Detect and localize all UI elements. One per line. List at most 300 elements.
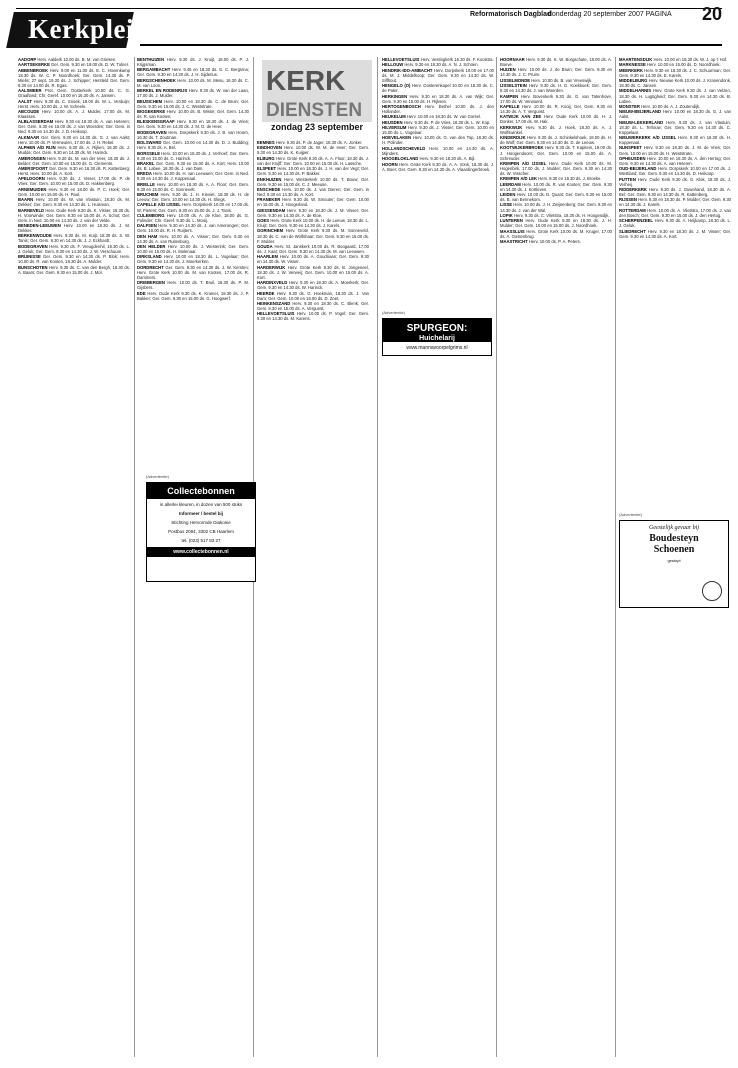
place-name: IJSSELSTEIN [500, 83, 527, 89]
place-name: GOES [257, 218, 270, 224]
listing-entry [619, 229, 731, 239]
listing-entry [619, 145, 731, 155]
column-divider [377, 57, 378, 1057]
listing-entry [18, 99, 130, 109]
listing-entry [500, 67, 612, 77]
boudesteyn-schoenen: Schoenen [653, 544, 695, 555]
place-name: DEN HELDER [137, 244, 166, 250]
service-details: Herv. 9.30 en 18.30 ds. J. M. Visser; Ger. Gem. 9.30 en 14.30 ds. A. de Kloe. [257, 207, 369, 218]
listing-entry [500, 229, 612, 239]
kerkdiensten-letters-graphic [262, 60, 372, 122]
listing-entry [137, 99, 249, 109]
place-name: IJSSELMONDE [500, 77, 531, 83]
place-name: AALSMEER [18, 88, 42, 94]
place-name: BENEDEN-LEEUWEN [18, 222, 61, 228]
column-divider [615, 57, 616, 1057]
service-details: Herv. 10.00 ds. P. Vogel; Ger. Gem. 9.30 en 14.30 ds. M. Karens. [257, 311, 369, 322]
service-details: Herv. 9.30 ds. J. H. Kieviet, 18.30 ds. H. de Leeuw; Ger. Gem. 10.00 en 14.30 ds. H. Slings. [137, 192, 249, 203]
advertentie-label: (Advertentie) [146, 474, 169, 479]
listing-entry [18, 197, 130, 207]
boudesteyn-ad[interactable] [619, 520, 729, 608]
service-details: Herv. 9.30 ds. J. Schinkelshoek, 18.00 ds. H. de Wolf; Ger. Gem. 9.30 en 14.30 ds. D. de Leeuw. [500, 135, 612, 146]
listing-entry [257, 177, 369, 187]
listing-entry [137, 244, 249, 254]
place-name: DRIEBERGEN [137, 280, 165, 286]
listing-entry [500, 104, 612, 114]
place-name: LEERDAM [500, 181, 521, 187]
service-details: Herv. 9.30 en 18.30 ds. A. van Heteren; Ger. Gem. 9.30 en 15.00 ds. J. van Woerden; Ger. Gem. in Ned. 9.30 en 14.30 ds. J. D. Heikoop. [18, 119, 130, 135]
listing-entry [619, 187, 731, 197]
listing-entry [137, 291, 249, 301]
listing-entry [137, 265, 249, 280]
place-name: DALFSEN [137, 223, 157, 229]
listing-entry [18, 119, 130, 134]
listing-entry [500, 239, 612, 244]
page-header [0, 0, 738, 52]
place-name: FRANEKER [257, 197, 281, 203]
place-name: NUNSPEET [619, 145, 642, 151]
service-details: Ger. Gem. 9.30 en 14.30 ds. J. W. Kersten; Herv. Grote Kerk 10.00 ds. M. van Kooten, 17.00 ds. R. Dammers. [137, 264, 249, 280]
place-name: BAARN [18, 197, 34, 203]
place-name: MAASSLUIS [500, 228, 525, 234]
listing-entry [18, 57, 130, 62]
advertentie-label: (Advertentie) [382, 310, 405, 315]
listing-entry [382, 156, 494, 161]
service-details: Herv. Oude Kerk 9.30 en 18.30 ds. J. H. Mulder; Ger. Gem. 10.00 en 15.00 ds. J. Noordhoek. [500, 218, 612, 229]
service-details: Herv. Grote Kerk 9.30 ds. M. Sonneveld, 18.30 ds. C. van de Wolfshaar; Ger. Gem. 9.30 en 15.00 ds. F. Mulder. [257, 228, 369, 244]
place-name: BODEGRAVEN [137, 129, 167, 135]
place-name: BARNEVELD [18, 207, 45, 213]
listing-column-5 [500, 57, 612, 1057]
place-name: LISSE [500, 202, 513, 208]
column-divider [496, 57, 497, 1057]
listing-entry [137, 280, 249, 290]
service-details: Herv. Bethel 10.00 ds. J. den Hollander. [382, 103, 494, 114]
service-details: Herv. 9.30 ds. J. van Vlastuin, 18.30 ds. L. Terlouw; Ger. Gem. 9.30 en 14.30 ds. C. Koppelaar. [619, 119, 731, 135]
diensten-word: DIENSTEN [266, 100, 363, 121]
kerk-word: KERK [266, 65, 346, 96]
service-details: Ger. Gem. 9.30 en 14.30 ds. G. J. van Aalst; Herv. 10.00 ds. P. Vermeulen, 17.00 ds. J. H. Rebel. [18, 134, 130, 145]
service-details: Herv. 9.30 ds. F. Vreugdenhil, 16.30 ds. L. J. Geluk; Ger. Gem. 9.30 en 14.30 ds. J. W. Verschuure. [18, 243, 130, 254]
listing-entry [619, 135, 731, 145]
collectebonnen-line: in allerlei kleuren, in dozen van 500 stuks [159, 502, 243, 507]
listing-entry [619, 208, 731, 218]
service-details: Herv. 9.30 en 18.00 ds. P. C. Hoek; Ger. Gem. 10.00 en 15.00 ds. H. Paul. [18, 186, 130, 197]
listing-entry [18, 176, 130, 186]
listing-entry [137, 182, 249, 192]
place-name: HARDINXVELD [257, 280, 288, 286]
service-date: zondag 23 september [270, 122, 364, 132]
place-name: AALST [18, 98, 32, 104]
listing-entry [619, 156, 731, 166]
place-name: NIEUW-LEKKERLAND [619, 119, 664, 125]
service-details: Herv. 10.00 en 18.30 ds. J. Verhoef; Ger. Gem. 9.30 en 15.00 ds. C. Harinck. [137, 150, 249, 161]
service-details: Herv. 9.30 ds. K. W. Borgschate, 18.00 ds. A. Boeve. [500, 57, 612, 68]
service-details: Herv. 10.00 ds. W. M. de Heer; Ger. Gem. 9.30 en 14.30 ds. K. Kuijper. [257, 145, 369, 156]
service-details: Herv. 9.30 en 18.30 ds. C. Blenk; Ger. Gem. 9.30 en 15.00 ds. A. Vergunst. [257, 300, 369, 311]
service-details: Herv. 9.30 ds. W. van der Laan, 17.00 ds. J. Mulder. [137, 88, 249, 99]
place-name: BERKENWOUDE [18, 233, 52, 239]
listing-entry [18, 145, 130, 155]
place-name: LOPIK [500, 212, 513, 218]
place-name: BERGAMBACHT [137, 67, 171, 73]
service-details: Herv. 10.00 ds. A. Vlietstra, 17.00 ds. J. van den Bosch; Ger. Gem. 9.30 en 15.00 ds. J. den Hertog. [619, 207, 731, 218]
place-name: MAARTENSDIJK [619, 57, 653, 62]
service-details: Herv. Oude Kerk 10.00 ds. M. Hogenbirk, 17.00 ds. J. Mulder; Ger. Gem. 9.30 en 14.30 ds. W. Visscher. [500, 160, 612, 176]
listing-entry [500, 57, 612, 67]
listing-entry [619, 62, 731, 67]
listing-entry [137, 171, 249, 181]
shoe-logo-icon [702, 581, 722, 601]
place-name: KRIMPEN A/D IJSSEL [500, 160, 547, 166]
listing-entry [257, 280, 369, 290]
service-details: Herv. 9.30 en 18.30 ds. J. M. Visser; Ger. Gem. 9.30 en 14.30 ds. A. Kort. [619, 228, 731, 239]
service-details: Herv. 9.30 ds. H. G. Koekkoek; Ger. Gem. 9.30 en 14.30 ds. J. van Woerden. [500, 83, 612, 94]
service-details: Herv. Grote Kerk 9.30 ds. A. A. Vonk, 18.30 ds. J. A. Boer; Ger. Gem. 9.30 en 14.30 ds. A. Vlaardingerbroek. [382, 161, 494, 172]
service-details: Herv. St. Janskerk 10.00 ds. R. Boogaard, 17.00 ds. J. Kaat; Ger. Gem. 9.30 en 14.30 ds. M. van Leeuwen. [257, 243, 369, 254]
service-details: Herv. 10.00 ds. A. J. Zoutendijk. [641, 103, 701, 109]
service-details: Herv. Bovenkerk 9.30 ds. G. van Tatenhove, 17.00 ds. W. Verwoerd. [500, 93, 612, 104]
listing-entry [619, 177, 731, 187]
service-details: Herv. Oude Kerk 9.30 ds. G. Klok, 18.30 ds. J. Verheij. [619, 176, 731, 187]
service-details: Herv. 10.00 en 14.30 ds. A. Mijnders. [382, 145, 494, 156]
service-details: Herv. 10.00 en 18.30 ds. L. Vogelaar; Ger. Gem. 9.30 en 14.30 ds. J. Moerkerken. [137, 254, 249, 265]
place-name: BORSSELE [137, 150, 161, 156]
kerkdiensten-graphic [262, 60, 372, 122]
place-name: LUNTEREN [500, 218, 523, 224]
publication-name: Reformatorisch Dagblad [470, 11, 552, 18]
collectebonnen-ad[interactable] [146, 482, 256, 582]
service-details: Herv. 9.45 en 18.30 ds. G. C. Bergsma; Ger. Gem. 9.30 en 14.30 ds. J. H. Sijderius. [137, 67, 249, 78]
listing-entry [382, 68, 494, 83]
listing-entry [500, 125, 612, 135]
listing-entry [257, 218, 369, 228]
service-details: Herv. Dorpskerk 10.00 en 17.00 ds. W. Pieters; Ger. Gem. 9.30 en 15.00 ds. J. J. Tanis. [137, 202, 249, 213]
listing-entry [257, 301, 369, 311]
listing-entry [382, 162, 494, 172]
listing-entry [500, 145, 612, 160]
place-name: BUNSCHOTEN [18, 264, 48, 270]
service-details: Herv. 9.30 en 18.30 ds. A. van Wijk; Ger. Gem. 9.30 en 15.00 ds. H. Rijksen. [382, 93, 494, 104]
place-name: BEUSICHEM [137, 98, 163, 104]
listing-entry [137, 78, 249, 88]
place-name: AMERONGEN [18, 155, 46, 161]
place-name: ALPHEN A/D RIJN [18, 145, 56, 151]
collectebonnen-url[interactable]: www.collectebonnen.nl [147, 547, 255, 557]
place-name: ELBURG [257, 155, 275, 161]
service-details: Herv. 9.30 en 18.30 ds. J. C. Schuurman; Ger. Gem. 9.30 en 14.30 ds. E. Karels. [619, 67, 731, 78]
service-details: Herv. 9.30 en 18.30 ds. J. de Vries; Ger. Gem. 9.30 en 14.30 ds. J. M. D. de Heer. [137, 119, 249, 130]
page-number: 20 [701, 4, 722, 24]
place-name: AMERSFOORT [18, 165, 48, 171]
listing-entry [137, 57, 249, 67]
place-name: KERKWIJK [500, 124, 523, 130]
place-name: NIEUW-BEIJERLAND [619, 109, 662, 115]
service-details: Ger. Gem. 9.30 en 14.30 ds. P. Blok; Herv. 10.00 ds. R. van Kooten, 18.30 ds. A. Mulder. [18, 254, 130, 265]
service-details: Herv. 10.00 ds. J. H. Zwijnenberg; Ger. Gem. 9.30 en 14.30 ds. J. van der Wal. [500, 202, 612, 213]
listing-entry [18, 265, 130, 275]
listing-entry [137, 140, 249, 150]
listing-entry [18, 68, 130, 88]
listing-entry [18, 88, 130, 98]
place-name: BRUCHEM [137, 192, 159, 198]
place-name: HERKINGEN [382, 93, 408, 99]
place-name: OPHEUSDEN [619, 155, 646, 161]
service-details: Herv. Dorpskerk 10.00 en 17.00 ds. J. Westland; Ger. Gem. 9.30 en 14.30 ds. D. Heikoop. [619, 166, 731, 177]
listing-entry [382, 135, 494, 145]
service-details: Herv. 10.00 ds. R. van Kooten; Ger. Gem. 9.30 en 14.30 ds. J. Kortleven. [500, 181, 612, 192]
service-details: Ger. Gem. 9.30 en 19.00 ds. D. W. Tulner. [51, 62, 130, 68]
service-details: Herv. Grote Kerk 9.30 ds. J. van Velzen, 18.30 ds. H. Lugtigheid; Ger. Gem. 9.30 en 14.30 ds. B. Labee. [619, 88, 731, 104]
listing-entry [18, 135, 130, 145]
place-name: SCHERPENZEEL [619, 218, 653, 224]
service-details: Herv. Oosterenkapel 10.00 en 18.30 ds. C. de Pater. [382, 83, 494, 94]
place-name: NIEUWERKERK A/D IJSSEL [619, 135, 677, 141]
service-details: Herv. 9.30 ds. P. de Jager, 18.30 ds. A. Jonker. [275, 140, 363, 145]
listing-entry [619, 104, 731, 109]
place-name: HOLLANDSCHEVELD [382, 145, 426, 151]
listing-entry [257, 228, 369, 243]
listing-entry [257, 291, 369, 301]
service-details: Herv. 9.30 ds. A. Rijken, 16.30 ds. J. Mudde; Ger. Gem. 9.30 en 14.30 ds. W. Harinck. [18, 145, 130, 156]
service-details: Herv. 10.00 en 18.30 ds. C. de Bruin; Ger. Gem. 9.30 en 15.00 ds. J. C. Weststrate. [137, 98, 249, 109]
place-name: BLESKENSGRAAF [137, 119, 175, 125]
advertentie-label: (Advertentie) [619, 512, 642, 517]
place-name: HENDRIK-IDO-AMBACHT [382, 67, 433, 73]
listing-entry [500, 182, 612, 192]
spurgeon-url[interactable]: www.mannavoorpelgrims.nl [406, 345, 468, 351]
listing-entry [500, 202, 612, 212]
service-details: Herv. 10.00 en 18.30 ds. W. J. op 't Hof. [653, 57, 728, 62]
place-name: HOORN [382, 161, 398, 167]
header-rule [140, 44, 722, 46]
top-rule [16, 8, 722, 9]
listing-entry [137, 130, 249, 140]
listing-entry [257, 254, 369, 264]
service-details: Herv. 10.00 ds. A. J. Mulder, 17.00 ds. M. Klaassen. [18, 108, 130, 119]
service-details: Herv. 9.30 ds. J. Visser; Ger. Gem. 10.00 en 15.00 ds. L. Vogelaar. [382, 124, 494, 136]
collectebonnen-title: Collectebonnen [147, 483, 255, 499]
place-name: KATWIJK AAN ZEE [500, 114, 542, 120]
place-name: ALKMAAR [18, 134, 40, 140]
place-name: AARTSEKERKE [18, 62, 50, 68]
service-details: Herv. Nieuwe Kerk 10.00 ds. J. Kranendonk, 18.30 ds. C. Jansen. [619, 78, 731, 89]
listing-entry [18, 187, 130, 197]
listing-entry [257, 166, 369, 176]
place-name: ROTTERDAM [619, 207, 646, 213]
service-details: Herv. 10.00 en 18.30 ds. A. A. Floor; Ger. Gem. 9.30 en 15.00 ds. C. Sonnevelt. [137, 181, 249, 192]
listing-entry [257, 311, 369, 321]
listing-entry [382, 57, 494, 62]
place-name: HOEVELAKEN [382, 135, 412, 141]
service-details: Herv. 9.30 en 16.30 ds. H. Koppenaal. [619, 135, 731, 146]
service-details: Herv. 9.30 ds. C. van den Bergh, 18.30 ds. A. Baars; Ger. Gem. 9.30 en 15.00 ds. J. Mol. [18, 264, 130, 275]
listing-entry [500, 176, 612, 181]
place-name: RIDDERKERK [619, 187, 647, 193]
service-details: Herv. Grote Kerk 10.00 ds. M. Kruger, 17.00 ds. A. Oostenbrug. [500, 228, 612, 239]
listing-entry [382, 146, 494, 156]
service-details: Herv. 10.00 ds. A. Goudriaan; Ger. Gem. 9.30 en 14.30 ds. W. Visser. [257, 254, 369, 265]
listing-entry [137, 119, 249, 129]
boudesteyn-line-4: gestopt [667, 558, 681, 563]
service-details: Ger. Gem. 9.30 en 16.30 ds. R. Kattenberg; Herst. Herv. 10.00 ds. A. Kort. [18, 165, 130, 176]
place-name: PUTTEN [619, 176, 636, 182]
service-details: Herv. 9.30 ds. C. Snoek, 18.00 ds. W. L. Verduijn; Herst. Herv. 10.00 ds. J. W. Scheele. [18, 98, 130, 109]
listing-entry [500, 78, 612, 83]
service-details: Herv. 9.30 en 18.30 ds. A. Moerkerk; Ger. Gem. 9.30 en 14.30 ds. W. Harinck. [257, 280, 369, 291]
collectebonnen-line: Stichting Hervormde Diakonie [171, 520, 231, 525]
service-details: Herv. Westerkerk 10.00 ds. T. Bouw; Ger. Gem. 9.30 en 15.00 ds. C. J. Meeuse. [257, 176, 369, 187]
service-details: Herv. 9.30 ds. J. Hoek, 18.30 ds. A. J. Wolfswinkel. [500, 124, 612, 135]
service-details: Herv. 9.30 en 14.30 ds. J. van Amerongen; Ger. Gem. 10.00 ds. R. H. Ruijters. [137, 223, 249, 234]
listing-entry [137, 151, 249, 161]
place-name: KAPELLE [500, 103, 520, 109]
service-details: Herv. 9.30 ds. C. Vlietstra, 18.30 ds. H. Hoogendijk. [513, 212, 610, 218]
service-details: Herv. 10.00 ds. R. Kooij; Ger. Gem. 9.30 en 14.30 ds. A. T. Vergunst. [500, 103, 612, 114]
listing-entry [137, 161, 249, 171]
place-name: AADORP [18, 57, 37, 62]
place-name: ABBENBROEK [18, 67, 49, 73]
place-name: MONSTER [619, 103, 640, 109]
place-name: HELLEVOETSLUIS [382, 57, 420, 62]
service-details: Herv. 9.30 ds. J. Kruijt, 18.00 ds. P. J. Krijgsman. [137, 57, 249, 68]
service-details: Herv. 9.30 en 18.30 ds. A. Bijl. [419, 156, 476, 162]
service-details: Herv. 9.30 ds. P. de Vries, 18.30 ds. L. W. Kop. [403, 119, 491, 125]
place-name: KINDERDIJK [500, 135, 526, 141]
place-name: MIDDELHARNIS [619, 88, 652, 94]
place-name: HARDERWIJK [257, 264, 286, 270]
place-name: MAASTRICHT [500, 238, 528, 244]
place-name: SLIEDRECHT [619, 228, 646, 234]
listing-entry [382, 62, 494, 67]
listing-entry [619, 166, 731, 176]
place-name: KRIMPEN A/D LEK [500, 176, 538, 182]
service-details: Herv. 10.00 ds. T. Bruil, 18.30 ds. P. M. Gijsbers. [137, 280, 249, 291]
place-name: HOOGBLOKLAND [382, 156, 419, 162]
service-details: Prot. Gem. Oosterkerk 10.00 ds. C. G. Graafland; Chr. Geref. 10.00 en 16.30 ds. A. Jansen. [18, 88, 130, 99]
listing-entry [382, 94, 494, 104]
service-details: Herv. 9.30 ds. G. Hoekman, 18.30 ds. J. Van Dam; Ger. Gem. 10.00 en 15.00 ds. D. Zoet. [257, 290, 369, 301]
listing-column-3 [257, 140, 369, 1057]
collectebonnen-line: Postbus 2094, 3302 CB Haarlem [168, 529, 234, 534]
service-details: Herv. 9.30 en 18.30 ds. A. N. J. Schoen. [404, 62, 479, 68]
service-details: Herv. Oude Kerk 9.30 ds. K. Visser, 18.30 ds. H. Voorwinde; Ger. Gem. 9.30 en 15.00 ds. A. Schot; Ger. Gem. in Ned. 10.00 en 14.30 ds. J. van der Velde. [18, 207, 130, 223]
place-name: BRUINISSE [18, 254, 41, 260]
service-details: Herv. 10.00 en 18.30 ds. G. J. van Aalst. [619, 109, 731, 120]
service-details: Herv. 10.00 ds. W. van Vlastuin, 18.30 ds. M. Dekker; Ger. Gem. 9.30 en 14.30 ds. L. Huisman. [18, 197, 130, 208]
boudesteyn-name: Boudesteyn [649, 533, 699, 544]
service-details: Herv. 10.00 ds. A. Visser; Ger. Gem. 9.30 en 14.30 ds. A. van Ruitenburg. [137, 233, 249, 244]
boudesteyn-line-1: Geestelijk gevaar bij [649, 525, 699, 531]
listing-entry [18, 62, 130, 67]
listing-entry [619, 68, 731, 78]
spurgeon-subtitle: Huichelarij [383, 335, 491, 342]
place-name: HAARLEM [257, 254, 278, 260]
place-name: ENSCHEDE [257, 186, 281, 192]
place-name: BENTHUIZEN [137, 57, 164, 62]
place-name: GOUDA [257, 243, 273, 249]
place-name: HILVERSUM [382, 124, 407, 130]
listing-entry [500, 94, 612, 104]
place-name: EEMNES [257, 140, 275, 145]
listing-entry [18, 254, 130, 264]
service-details: Herv. 10.00 ds. P. A. Peters. [528, 238, 581, 244]
place-name: HELLOUW [382, 62, 404, 68]
listing-entry [382, 104, 494, 114]
service-details: Herv. 10.00 ds. J. van Dieren; Ger. Gem. in Ned. 9.30 en 14.30 ds. A. Kort. [257, 186, 369, 197]
service-details: Herv. Dorpskerk 10.00 en 17.00 ds. M. J. Middelkoop; Ger. Gem. 9.30 en 14.30 ds. W. Silfhout. [382, 67, 494, 83]
place-name: DORDRECHT [137, 264, 164, 270]
listing-entry [137, 223, 249, 233]
service-details: Herv. Vestingkerk 16.30 ds. F. Kooistra. [420, 57, 494, 62]
place-name: KOOTWIJKERBROEK [500, 145, 544, 151]
place-name: BIGGEKERKE [137, 108, 166, 114]
place-name: HEUKELUM [382, 114, 406, 120]
service-details: Herv. Grote Kerk 10.00 ds. H. de Leeuw, 18.30 ds. L. Kruijt; Ger. Gem. 9.30 en 14.30 ds. J. Karels. [257, 218, 369, 229]
service-details: Herv. 10.00 ds. D. Quant; Ger. Gem. 9.30 en 15.00 ds. B. van Bennekom. [500, 192, 612, 203]
listing-entry [257, 156, 369, 166]
place-name: LEIDEN [500, 192, 516, 198]
collectebonnen-line: tel. (023) 517 83 27 [181, 538, 221, 543]
listing-entry [137, 67, 249, 77]
service-details: Herv. Dorpskerk 9.30 ds. J. B. van Hoorn, 16.30 ds. T. Zoutman. [137, 129, 249, 140]
place-name: HELLEVOETSLUIS [257, 311, 295, 317]
listing-entry [619, 197, 731, 207]
listing-entry [18, 208, 130, 223]
publication-date: donderdag 20 september 2007 PAGINA [548, 11, 672, 18]
collectebonnen-line: Informeer / bestel bij [178, 511, 223, 516]
place-name: ELSPEET [257, 166, 277, 172]
listing-entry [137, 202, 249, 212]
listing-entry [619, 109, 731, 119]
place-name: ENKHUIZEN [257, 176, 282, 182]
listing-entry [137, 192, 249, 202]
place-name: KAMPEN [500, 93, 519, 99]
service-details: Herv. 9.30 ds. W. Smouter; Ger. Gem. 10.00 en 15.00 ds. J. Hoogerland. [257, 197, 369, 208]
place-name: GORINCHEM [257, 228, 284, 234]
place-name: BRAKEL [137, 160, 155, 166]
service-details: Herv. 10.00 ds. A. de Kloe, 18.00 ds. G. Polinder; Chr. Geref. 9.30 ds. L. Mooij. [137, 212, 249, 223]
listing-entry [619, 57, 731, 62]
service-details: Herv. 10.00 ds. M. Mesu, 16.30 ds. C. M. van Loon. [137, 77, 249, 88]
service-details: Herv. Aalderk 10.00 ds. B. M. van Grieken. [37, 57, 117, 62]
listing-entry [500, 83, 612, 93]
place-name: HENGELO (O) [382, 83, 411, 89]
place-name: RIJSSEN [619, 197, 637, 203]
listing-entry [18, 244, 130, 254]
page-title: Kerkplein [28, 14, 150, 44]
place-name: EINDHOVEN [257, 145, 282, 151]
service-details: Herv. 9.00 en 11.00 ds. E. C. Hovenkamp 18.30 ds. W. C. P. Noordhoek; Ger. Gem. 14.30 ds. P. Mielis; 27 sept. 19.30 ds. J. Schipper; Hersteld Ger. Gem. 9.30 en 14.00 ds. R. Egas. [18, 67, 130, 88]
place-name: CULEMBORG [137, 212, 165, 218]
listing-entry [257, 244, 369, 254]
place-name: BERKEL EN RODENRIJS [137, 88, 188, 94]
listing-entry [382, 125, 494, 135]
listing-entry [382, 120, 494, 125]
listing-entry [257, 140, 369, 145]
spurgeon-ad[interactable] [382, 318, 492, 356]
listing-entry [500, 114, 612, 124]
listing-entry [137, 109, 249, 119]
service-details: Herv. 9.30 en 18.30 ds. J. M. de Vries; Ger. Gem. 10.00 en 15.00 ds. H. Weststrate. [619, 145, 731, 156]
service-details: Herv. Grote Kerk 9.30 ds. B. Jongeneel, 18.30 ds. J. W. Verweij; Ger. Gem. 10.00 en 15.00 ds. A. Kort. [257, 264, 369, 280]
listing-entry [137, 88, 249, 98]
listing-entry [18, 233, 130, 243]
service-details: Herv. 10.00 en 18.30 ds. J. M. Dekker. [18, 222, 130, 233]
listing-entry [619, 218, 731, 228]
place-name: HOORNAAR [500, 57, 525, 62]
place-name: BOLSWARD [137, 140, 162, 146]
